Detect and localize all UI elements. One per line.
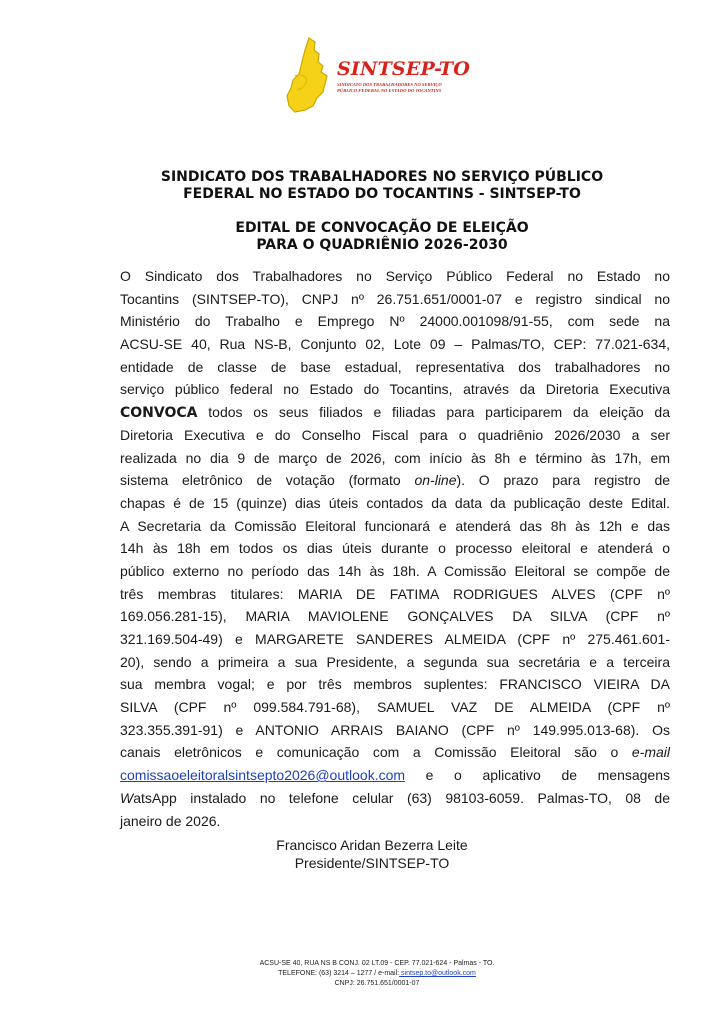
signature-block	[0, 836, 724, 872]
signatory-role: Presidente/SINTSEP-TO	[294, 855, 450, 871]
body-line-text: ). O prazo para registro de	[456, 472, 671, 489]
footer-email-link[interactable]: sintsep.to@outlook.com	[399, 970, 476, 977]
body-line: 169.056.281-15), MARIA MAVIOLENE GONÇALVES DA SILVA (CPF nº	[120, 608, 670, 625]
body-line-text: canais eletrônicos e comunicação com a Comissão Eleitoral são o	[120, 744, 619, 761]
body-line: O Sindicato dos Trabalhadores no Serviço Público Federal no Estado no	[120, 268, 670, 284]
body-line: 321.169.504-49) e MARGARETE SANDERES ALMEIDA (CPF nº 275.461.601-	[120, 631, 670, 647]
body-line: 20), sendo a primeira a sua Presidente, a segunda sua secretária e a terceira	[120, 653, 670, 670]
body-line	[120, 741, 670, 764]
body-line: serviço público federal no Estado do Tocantins, através da Diretoria Executiva	[120, 381, 670, 398]
footer-phone: TELEFONE: (63) 3214 – 1277 / e-mail:	[278, 970, 400, 977]
body-line: Tocantins (SINTSEP-TO), CNPJ nº 26.751.651/0001-07 e registro sindical no	[120, 290, 670, 307]
footer-address: ACSU-SE 40, RUA NS B CONJ. 02 LT.09 - CEP. 77.021-624 - Palmas - TO.	[259, 960, 495, 967]
body-line: SILVA (CPF nº 099.584.791-68), SAMUEL VAZ DE ALMEIDA (CPF nº	[120, 699, 670, 716]
body-line: público externo no período das 14h às 18h. A Comissão Eleitoral se compõe de	[120, 562, 670, 579]
body-line: 14h às 18h em todos os dias úteis durante o processo eleitoral e atenderá o	[120, 540, 670, 557]
sintsep-logo	[283, 36, 483, 116]
body-line	[120, 401, 670, 424]
logo-subtitle-line-2: PÚBLICO FEDERAL NO ESTADO DO TOCANTINS	[337, 87, 442, 93]
election-email-link[interactable]: comissaoeleitoralsintsepto2026@outlook.com	[120, 767, 406, 784]
logo-subtitle-line-1: SINDICATO DOS TRABALHADORES NO SERVIÇO	[337, 82, 442, 87]
body-line-text: e o aplicativo de mensagens	[425, 767, 671, 784]
body-line: A Secretaria da Comissão Eleitoral funcionará e atenderá das 8h às 12h e das	[120, 517, 670, 534]
edital-title	[0, 220, 724, 254]
body-line	[120, 787, 670, 810]
body-line: entidade de classe de base estadual, representativa dos trabalhadores no	[120, 358, 670, 375]
online-term: on-line	[414, 472, 457, 489]
footer-contact	[30, 969, 724, 979]
convoca-keyword: CONVOCA	[120, 405, 198, 422]
body-line-text: atsApp instalado no telefone celular (63) 98103-6059. Palmas-TO, 08 de	[133, 789, 670, 806]
body-line	[120, 469, 670, 492]
tocantins-map-icon	[283, 36, 343, 116]
body-line: três membras titulares: MARIA DE FATIMA RODRIGUES ALVES (CPF nº	[120, 585, 670, 602]
edital-body	[120, 265, 670, 832]
body-line	[120, 764, 670, 787]
body-line: janeiro de 2026.	[120, 812, 221, 829]
body-line: realizada no dia 9 de março de 2026, com início às 8h e término às 17h, em	[120, 449, 670, 466]
logo-name: SINTSEP-TO	[337, 58, 470, 80]
footer-cnpj: CNPJ: 26.751.651/0001-07	[334, 980, 420, 987]
organization-heading	[0, 169, 724, 203]
email-term: e-mail	[631, 744, 670, 761]
body-line: chapas é de 15 (quinze) dias úteis contados da data da publicação deste Edital.	[120, 494, 670, 511]
whatsapp-initial: W	[120, 789, 134, 806]
edital-title-line-1: EDITAL DE CONVOCAÇÃO DE ELEIÇÃO	[235, 220, 529, 236]
logo-subtitle	[337, 82, 487, 93]
page-footer	[0, 959, 724, 989]
body-line: 323.355.391-91) e ANTONIO ARRAIS BAIANO (CPF nº 149.995.013-68). Os	[120, 721, 670, 738]
organization-heading-line-2: FEDERAL NO ESTADO DO TOCANTINS - SINTSEP-TO	[183, 186, 581, 202]
organization-heading-line-1: SINDICATO DOS TRABALHADORES NO SERVIÇO PÚBLICO	[160, 169, 604, 185]
body-line: sua membra vogal; e por três membros suplentes: FRANCISCO VIEIRA DA	[120, 676, 670, 693]
body-line: ACSU-SE 40, Rua NS-B, Conjunto 02, Lote 09 – Palmas/TO, CEP: 77.021-634,	[120, 336, 670, 353]
body-line: Ministério do Trabalho e Emprego Nº 24000.001098/91-55, com sede na	[120, 313, 670, 330]
body-line-text: todos os seus filiados e filiadas para participarem da eleição da	[208, 404, 670, 421]
signatory-name: Francisco Aridan Bezerra Leite	[276, 837, 468, 853]
edital-title-line-2: PARA O QUADRIÊNIO 2026-2030	[256, 237, 508, 253]
body-line: Diretoria Executiva e do Conselho Fiscal para o quadriênio 2026/2030 a ser	[120, 426, 670, 443]
body-line-text: sistema eletrônico de votação (formato	[120, 472, 401, 489]
